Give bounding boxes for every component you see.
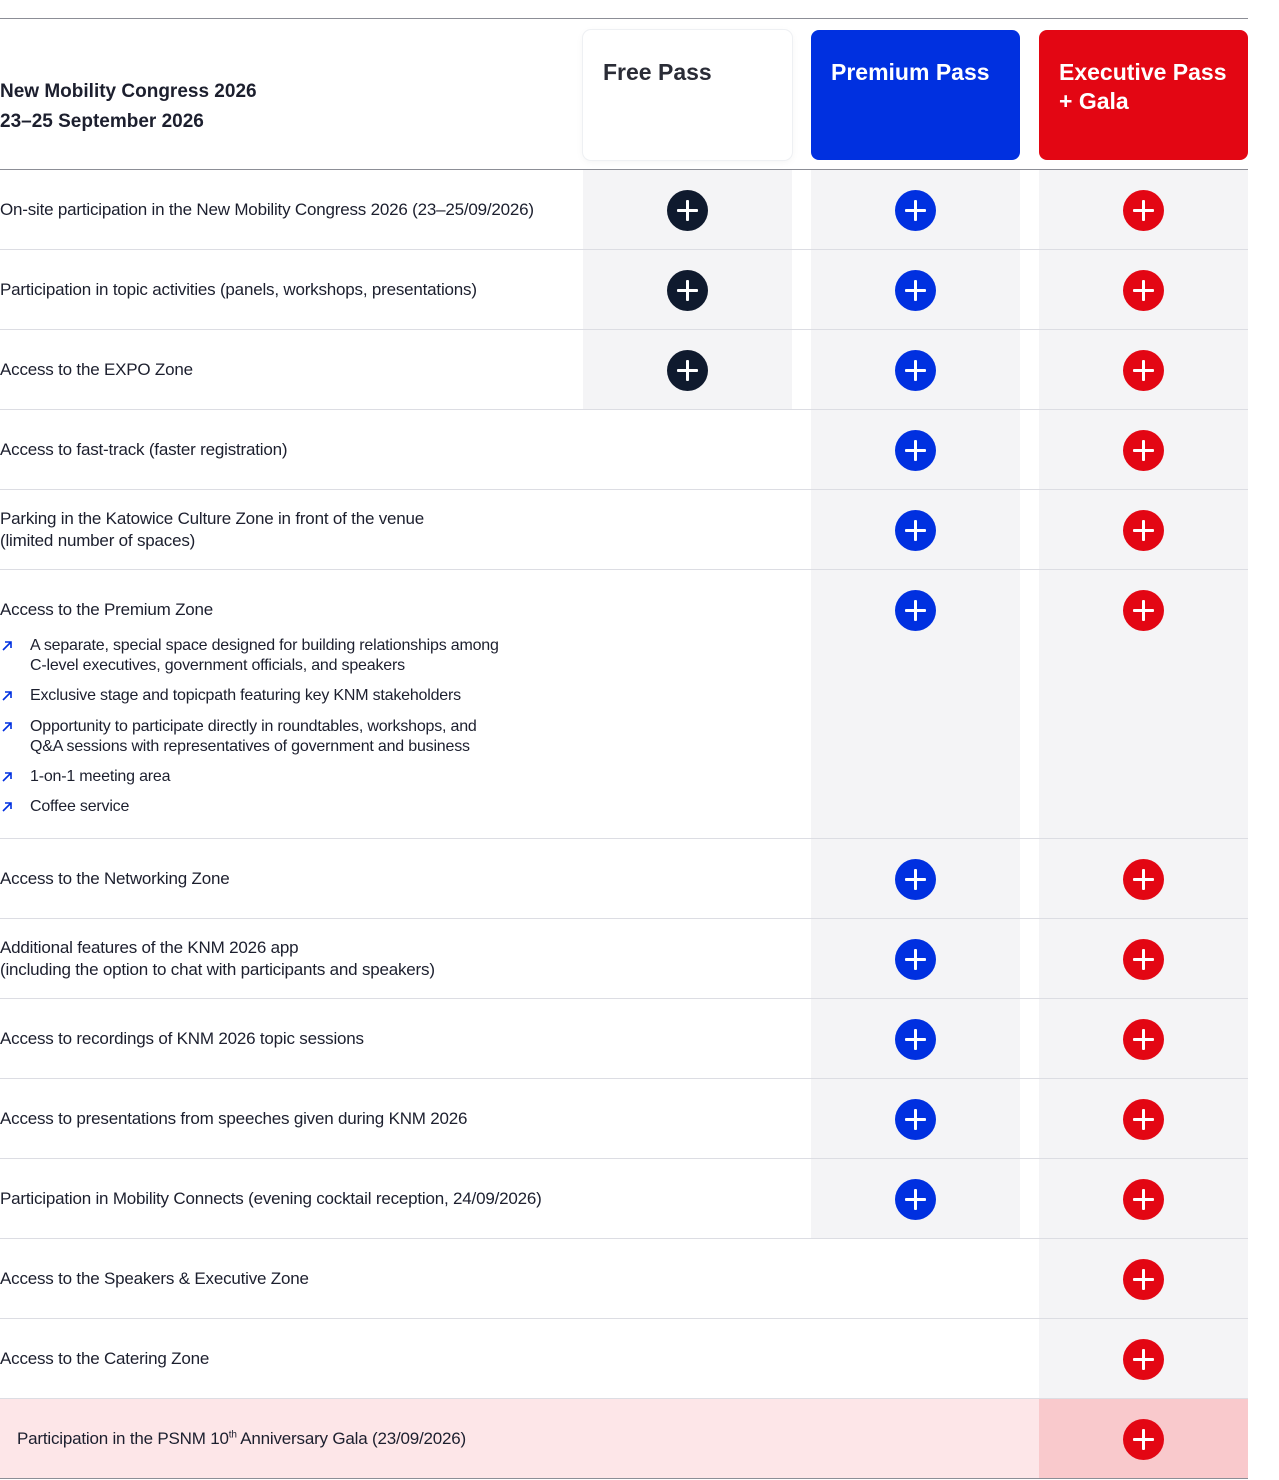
feature-row <box>0 410 1248 490</box>
event-name: New Mobility Congress 2026 <box>0 81 257 102</box>
feature-label-line: Access to the Premium Zone <box>0 600 214 619</box>
detail-text-line: Q&A sessions with representatives of government and business <box>30 738 470 755</box>
plus-circle-icon <box>895 1099 936 1140</box>
feature-label-line: Access to fast-track (faster registration) <box>0 440 288 459</box>
arrow-up-right-icon <box>0 689 14 703</box>
arrow-up-right-icon <box>0 639 14 653</box>
plus-circle-icon <box>1123 350 1164 391</box>
plus-circle-icon <box>1123 510 1164 551</box>
detail-text-line: Opportunity to participate directly in roundtables, workshops, and <box>30 718 477 735</box>
gala-label-text-end: Anniversary Gala (23/09/2026) <box>236 1429 466 1448</box>
plus-circle-icon <box>1123 939 1164 980</box>
feature-label-line: Access to recordings of KNM 2026 topic sessions <box>0 1029 364 1048</box>
feature-row <box>0 490 1248 570</box>
plus-circle-icon <box>667 350 708 391</box>
feature-label <box>0 1348 209 1370</box>
pass-card-executive[interactable] <box>1039 30 1248 160</box>
plus-circle-icon <box>895 270 936 311</box>
plus-circle-icon <box>895 1019 936 1060</box>
detail-text <box>30 717 477 757</box>
pass-subtitle: + Gala <box>1059 88 1129 114</box>
detail-text <box>30 767 170 787</box>
feature-label-line: Access to the Networking Zone <box>0 869 230 888</box>
plus-circle-icon <box>895 1179 936 1220</box>
feature-label <box>0 1028 364 1050</box>
detail-text-line: C-level executives, government officials, and speakers <box>30 657 405 674</box>
bottom-divider <box>0 1478 1248 1479</box>
plus-circle-icon <box>895 939 936 980</box>
detail-text-line: Exclusive stage and topicpath featuring key KNM stakeholders <box>30 687 461 704</box>
plus-circle-icon <box>667 270 708 311</box>
pass-card-free[interactable] <box>583 30 792 160</box>
top-divider <box>0 18 1248 19</box>
feature-label-line: Participation in Mobility Connects (evening cocktail reception, 24/09/2026) <box>0 1189 542 1208</box>
plus-circle-icon <box>667 190 708 231</box>
feature-label-line: (including the option to chat with participants and speakers) <box>0 960 435 979</box>
plus-circle-icon <box>1123 430 1164 471</box>
plus-circle-icon <box>1123 859 1164 900</box>
detail-text <box>30 686 461 706</box>
feature-label <box>0 439 287 461</box>
plus-circle-icon <box>1123 1339 1164 1380</box>
plus-circle-icon <box>1123 1259 1164 1300</box>
feature-label <box>0 279 477 301</box>
plus-circle-icon <box>895 510 936 551</box>
gala-label-superscript: th <box>228 1429 237 1441</box>
gala-label <box>17 1428 466 1450</box>
feature-label <box>0 359 193 381</box>
plus-circle-icon <box>895 859 936 900</box>
plus-circle-icon <box>1123 1019 1164 1060</box>
plus-circle-icon <box>1123 190 1164 231</box>
plus-circle-icon <box>895 350 936 391</box>
detail-text-line: A separate, special space designed for building relationships among <box>30 637 499 654</box>
pass-card-premium[interactable] <box>811 30 1020 160</box>
plus-circle-icon <box>1123 590 1164 631</box>
feature-label-line: On-site participation in the New Mobility Congress 2026 (23–25/09/2026) <box>0 200 534 219</box>
arrow-up-right-icon <box>0 770 14 784</box>
feature-label-line: (limited number of spaces) <box>0 531 196 550</box>
feature-label-line: Additional features of the KNM 2026 app <box>0 938 299 957</box>
event-dates: 23–25 September 2026 <box>0 111 204 132</box>
plus-circle-icon <box>1123 270 1164 311</box>
feature-label <box>0 868 229 890</box>
feature-row <box>0 1319 1248 1399</box>
feature-label-line: Access to the Speakers & Executive Zone <box>0 1269 309 1288</box>
pass-title: Free Pass <box>603 59 712 85</box>
plus-circle-icon <box>1123 1179 1164 1220</box>
feature-label <box>0 1268 309 1290</box>
feature-label <box>0 599 213 621</box>
feature-row <box>0 999 1248 1079</box>
plus-circle-icon <box>895 430 936 471</box>
feature-row <box>0 250 1248 330</box>
feature-label-line: Access to the EXPO Zone <box>0 360 193 379</box>
feature-row <box>0 170 1248 250</box>
feature-label-line: Participation in topic activities (panels, workshops, presentations) <box>0 280 477 299</box>
detail-text <box>30 797 129 817</box>
feature-label <box>0 508 424 552</box>
feature-row <box>0 1239 1248 1319</box>
feature-label-line: Parking in the Katowice Culture Zone in front of the venue <box>0 509 425 528</box>
feature-label <box>0 199 534 221</box>
feature-row <box>0 1079 1248 1159</box>
pass-title: Premium Pass <box>831 59 990 85</box>
feature-row <box>0 839 1248 919</box>
plus-circle-icon <box>1123 1099 1164 1140</box>
arrow-up-right-icon <box>0 720 14 734</box>
plus-circle-icon <box>895 190 936 231</box>
gala-row <box>0 1399 1248 1479</box>
plus-circle-icon <box>895 590 936 631</box>
feature-label <box>0 1188 542 1210</box>
arrow-up-right-icon <box>0 800 14 814</box>
detail-text-line: 1-on-1 meeting area <box>30 768 171 785</box>
plus-circle-icon <box>1123 1419 1164 1460</box>
feature-row <box>0 330 1248 410</box>
feature-row <box>0 919 1248 999</box>
feature-row <box>0 570 1248 839</box>
feature-row <box>0 1159 1248 1239</box>
detail-text <box>30 636 499 676</box>
feature-label <box>0 1108 467 1130</box>
feature-label-line: Access to presentations from speeches given during KNM 2026 <box>0 1109 468 1128</box>
feature-label <box>0 937 435 981</box>
gala-label-text: Participation in the PSNM 10 <box>17 1429 229 1448</box>
detail-text-line: Coffee service <box>30 798 130 815</box>
feature-label-line: Access to the Catering Zone <box>0 1349 210 1368</box>
pass-title: Executive Pass <box>1059 59 1227 85</box>
event-info <box>0 77 257 137</box>
